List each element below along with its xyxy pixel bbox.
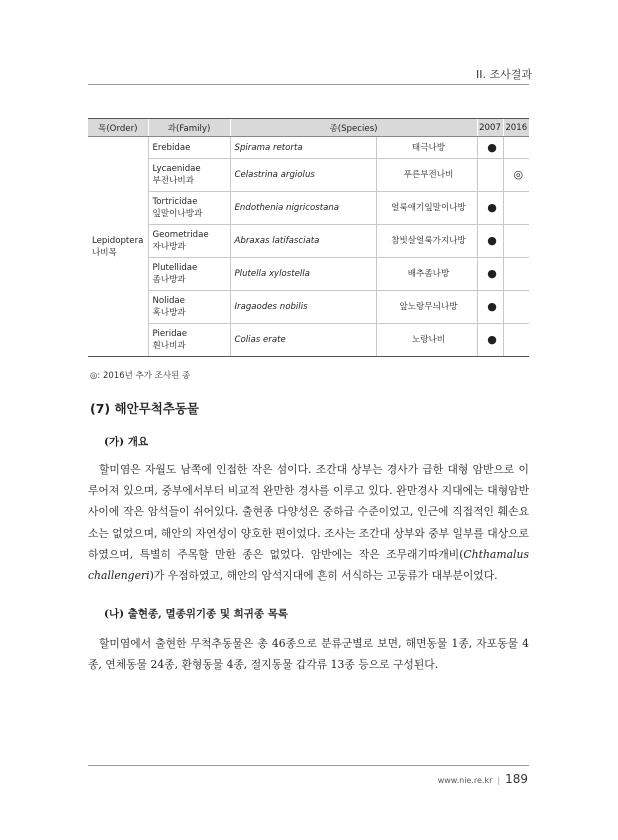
family-korean: 잎말이나방과	[152, 209, 203, 219]
family-cell	[148, 291, 230, 324]
table-row	[88, 225, 529, 258]
family-latin: Erebidae	[152, 142, 191, 153]
species-name: Endothenia nigricostana	[230, 192, 376, 225]
species-italic: Chthamalus challengeri	[88, 547, 529, 583]
overview-text-tail: )가 우점하였고, 해안의 암석지대에 흔히 서식하는 고둥류가 대부분이었다.	[149, 569, 498, 583]
family-latin: Tortricidae	[152, 197, 198, 207]
korean-name: 배추좀나방	[376, 258, 477, 291]
family-latin: Nolidae	[152, 296, 185, 306]
mark-2016	[503, 258, 529, 291]
family-cell	[148, 258, 230, 291]
mark-2007: ●	[477, 291, 503, 324]
page-number: 189	[505, 772, 528, 786]
family-cell	[148, 192, 230, 225]
species-list-paragraph: 할미염에서 출현한 무척추동물은 총 46종으로 분류군별로 보면, 해면동물 1종, 자포동물 4종, 연체동물 24종, 환형동물 4종, 절지동물 갑각류 13종 등으로 구성된다.	[88, 637, 529, 672]
order-cell	[88, 137, 148, 357]
table-row	[88, 258, 529, 291]
mark-2007: ●	[477, 225, 503, 258]
family-cell	[148, 159, 230, 192]
subsection-heading-overview: (가) 개요	[104, 436, 149, 448]
mark-2007: ●	[477, 258, 503, 291]
col-2007: 2007	[477, 119, 503, 137]
col-species: 종(Species)	[230, 119, 477, 137]
korean-name: 앞노랑무늬나방	[376, 291, 477, 324]
footer-divider	[88, 765, 529, 766]
table-row	[88, 137, 529, 159]
korean-name: 얼룩애기잎말이나방	[376, 192, 477, 225]
family-korean: 혹나방과	[152, 308, 186, 318]
family-korean: 자나방과	[152, 242, 186, 252]
mark-2007	[477, 159, 503, 192]
family-korean: 좀나방과	[152, 275, 186, 285]
order-korean: 나비목	[92, 247, 117, 258]
korean-name: 푸른부전나비	[376, 159, 477, 192]
mark-2016	[503, 291, 529, 324]
family-latin: Geometridae	[152, 230, 209, 240]
order-latin: Lepidoptera	[92, 235, 144, 246]
korean-name: 태극나방	[376, 137, 477, 159]
family-cell	[148, 137, 230, 159]
header-divider	[88, 84, 529, 85]
footer-url: www.nie.re.kr	[437, 776, 493, 785]
section-heading: (7) 해안무척추동물	[90, 401, 200, 416]
table-row	[88, 192, 529, 225]
mark-2016	[503, 225, 529, 258]
mark-2016	[503, 192, 529, 225]
mark-2016: ◎	[503, 159, 529, 192]
table-row	[88, 159, 529, 192]
table-footnote: ◎: 2016년 추가 조사된 종	[90, 371, 191, 381]
korean-name: 참빗살얼룩가지나방	[376, 225, 477, 258]
mark-2016	[503, 324, 529, 357]
overview-paragraph	[88, 459, 529, 586]
subsection-heading-species-list: (나) 출현종, 멸종위기종 및 희귀종 목록	[104, 608, 289, 620]
family-latin: Lycaenidae	[152, 164, 201, 174]
family-latin: Pieridae	[152, 329, 188, 339]
family-latin: Plutellidae	[152, 263, 198, 273]
mark-2007: ●	[477, 192, 503, 225]
mark-2016	[503, 137, 529, 159]
col-order: 목(Order)	[88, 119, 148, 137]
family-korean: 흰나비과	[152, 341, 186, 351]
running-header: II. 조사결과	[476, 68, 532, 81]
overview-text: 할미염은 자월도 남쪽에 인접한 작은 섬이다. 조간대 상부는 경사가 급한 대형 암반으로 이루어져 있으며, 중부에서부터 비교적 완만한 경사를 이루고 있다. 완만경사 지대에는 대형암반 사이에 작은 암석들이 쉬어있다. 출현종 다양성은 중하급 수준이었고, 인근에 직접적인 훼손요소는 없었으며, 해안의 자연성이 양호한 편이었다. 조사는 조간대 상부와 중부 일부를 대상으로 하였으며, 특별히 주목할 만한 종은 없었다. 암반에는 작은 조무래기따개비(	[88, 463, 529, 561]
table-row	[88, 324, 529, 357]
family-cell	[148, 225, 230, 258]
page-footer: www.nie.re.kr | 189	[437, 772, 528, 786]
species-name: Spirama retorta	[230, 137, 376, 159]
species-name: Iragaodes nobilis	[230, 291, 376, 324]
korean-name: 노랑나비	[376, 324, 477, 357]
col-family: 과(Family)	[148, 119, 230, 137]
family-cell	[148, 324, 230, 357]
family-korean: 부전나비과	[152, 176, 195, 186]
species-table	[88, 118, 529, 357]
mark-2007: ●	[477, 137, 503, 159]
table-row	[88, 291, 529, 324]
table-header-row	[88, 119, 529, 137]
species-name: Celastrina argiolus	[230, 159, 376, 192]
species-name: Colias erate	[230, 324, 376, 357]
species-name: Abraxas latifasciata	[230, 225, 376, 258]
species-name: Plutella xylostella	[230, 258, 376, 291]
mark-2007: ●	[477, 324, 503, 357]
col-2016: 2016	[503, 119, 529, 137]
